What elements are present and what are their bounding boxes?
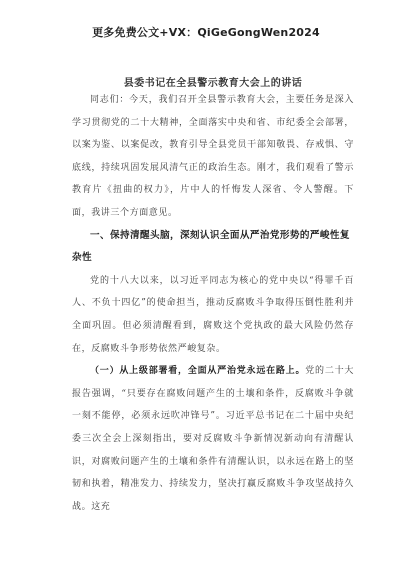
subsection-heading-1: （一）从上级部署看，全面从严治党永远在路上。: [90, 366, 306, 377]
subsection-body-1: 党的二十大报告强调，“只要存在腐败问题产生的土壤和条件，反腐败斗争就一刻不能停，必须永远吹冲锋号”。习近平总书记在二十届中央纪委三次全会上深刻指出，要对反腐败斗争新情况新动向有清醒认识，对腐败问题产生的土壤和条件有清醒认识，以永远在路上的坚韧和执着，精准发力、持续发力，坚决打赢反腐败斗争攻坚战持久战。这充: [72, 366, 354, 512]
promo-banner: 更多免费公文+VX：QiGeGongWen2024: [92, 26, 320, 39]
subsection-paragraph-1: [72, 360, 354, 518]
document-title: 县委书记在全县警示教育大会上的讲话: [123, 78, 303, 89]
intro-paragraph: 同志们：今天，我们召开全县警示教育大会，主要任务是深入学习贯彻党的二十大精神，全面落实中央和省、市纪委全会部署，以案为鉴、以案促改，教育引导全县党员干部知敬畏、存戒惧、守底线，持续巩固发展风清气正的政治生态。刚才，我们观看了警示教育片《扭曲的权力》，片中人的忏悔发人深省、令人警醒。下面，我讲三个方面意见。: [72, 95, 354, 218]
section-heading-1: 一、保持清醒头脑，深刻认识全面从严治党形势的严峻性复杂性: [72, 229, 350, 264]
body-paragraph-2: 党的十八大以来，以习近平同志为核心的党中央以“得罪千百人、不负十四亿”的使命担当，推动反腐败斗争取得压倒性胜利并全面巩固。但必须清醒看到，腐败这个党执政的最大风险仍然存在，反腐败斗争形势依然严峻复杂。: [72, 275, 354, 354]
